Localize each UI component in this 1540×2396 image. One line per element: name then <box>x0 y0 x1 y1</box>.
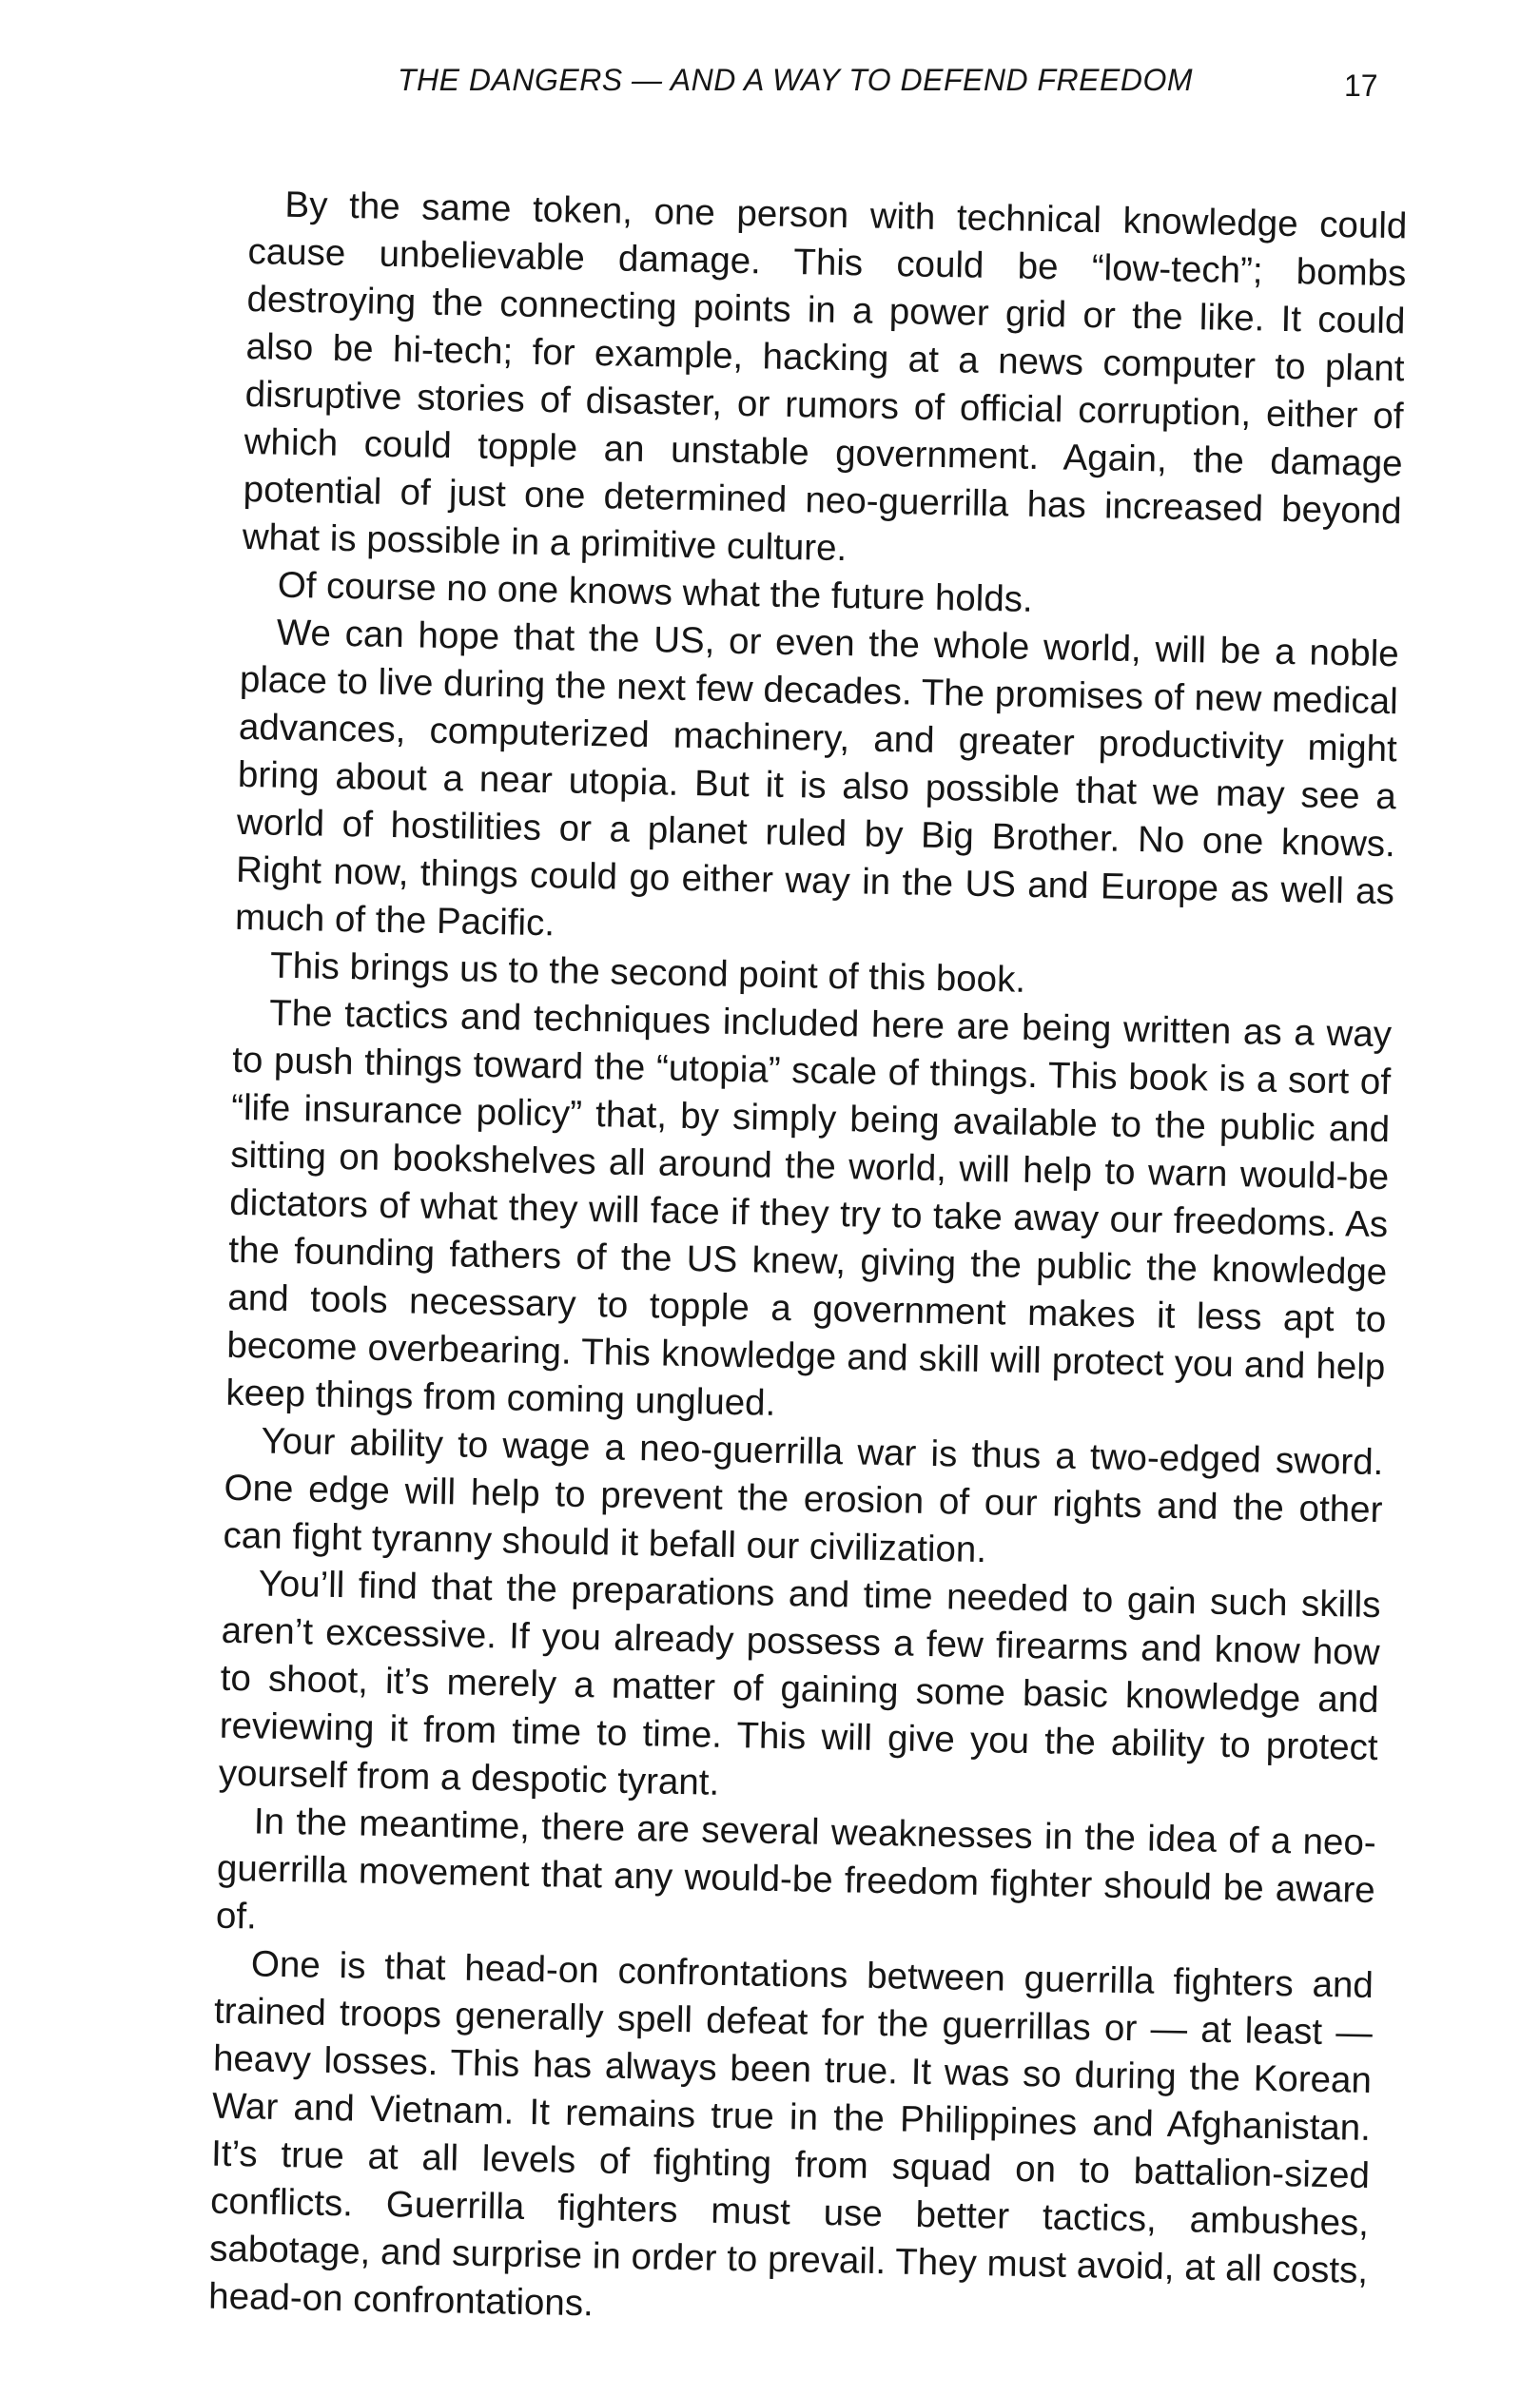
paragraph: This brings us to the second point of this book. <box>269 945 1026 1001</box>
paragraph: Of course no one knows what the future holds. <box>277 564 1034 620</box>
paragraph: The tactics and techniques included here are being written as a way to push things toward the “utopia” scale of things. This book is a sort of “life insurance policy” that, by simply being available to the public and sitting on bookshelves all around the world, will help to warn would-be dictators of what they will face if they try to take away our freedoms. As the founding fathers of the US knew, giving the public the knowledge and tools necessary to topple a government makes it less apt to become overbearing. This knowledge and skill will protect you and help keep things from coming unglued. <box>225 992 1393 1424</box>
paragraph: Your ability to wage a neo-guerrilla war is thus a two-edged sword. One edge will help to prevent the erosion of our rights and the other can fight tyranny should it befall our civilization. <box>223 1420 1384 1571</box>
paragraph: By the same token, one person with technical knowledge could cause unbelievable damage. This could be “low-tech”; bombs destroying the connecting points in a power grid or the like. It could also be hi-tech; for example, hacking at a news computer to plant disruptive stories of disaster, or rumors of official corruption, either of which could topple an unstable government. Again, the damage potential of just one determined neo-guerrilla has increased beyond what is possible in a primitive culture. <box>242 184 1408 570</box>
page-number: 17 <box>1344 68 1378 103</box>
body-text <box>208 181 1408 2343</box>
running-head: THE DANGERS — AND A WAY TO DEFEND FREEDOM <box>398 63 1193 97</box>
paragraph: We can hope that the US, or even the whole world, will be a noble place to live during the next few decades. The promises of new medical advances, computerized machinery, and greater productivity might bring about a near utopia. But it is also possible that we may see a world of hostilities or a planet ruled by Big Brother. No one knows. Right now, things could go either way in the US and Europe as well as much of the Pacific. <box>234 612 1400 945</box>
paragraph: You’ll find that the preparations and time needed to gain such skills aren’t excessive. If you already possess a few firearms and know how to shoot, it’s merely a matter of gaining some basic knowledge and reviewing it from time to time. This will give you the ability to protect yourself from a despotic tyrant. <box>218 1563 1381 1803</box>
paragraph: One is that head-on confrontations between guerrilla fighters and trained troops generally spell defeat for the guerrillas or — at least — heavy losses. This has always been true. It was so during the Korean War and Vietnam. It remains true in the Philippines and Afghanistan. It’s true at all levels of fighting from squad on to battalion-sized conflicts. Guerrilla fighters must use better tactics, ambushes, sabotage, and surprise in order to prevail. They must avoid, at all costs, head-on confrontations. <box>207 1943 1374 2325</box>
paragraph: In the meantime, there are several weaknesses in the idea of a neo-guerrilla movement that any would-be freedom fighter should be aware of. <box>215 1801 1377 1938</box>
